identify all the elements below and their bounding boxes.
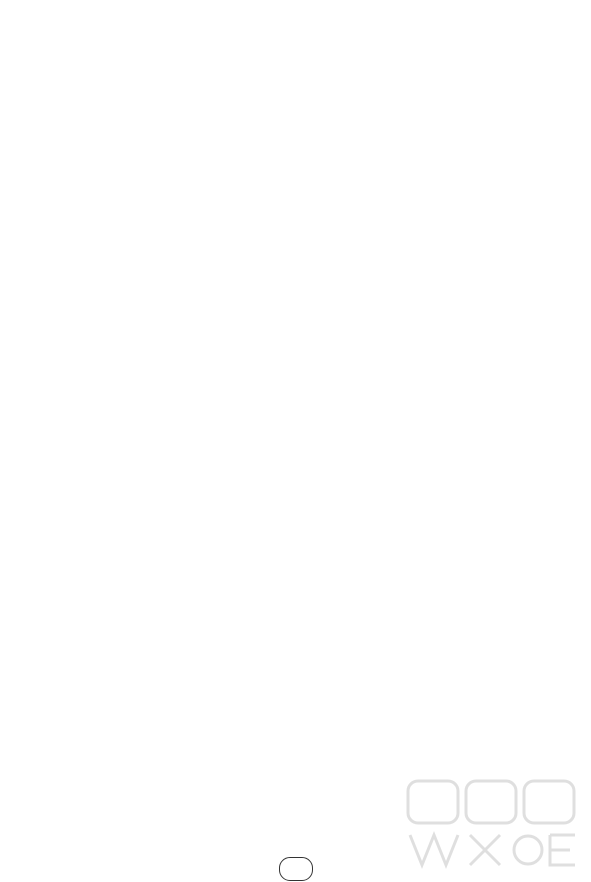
page-number <box>279 857 313 881</box>
watermark-logo-icon <box>400 775 585 870</box>
